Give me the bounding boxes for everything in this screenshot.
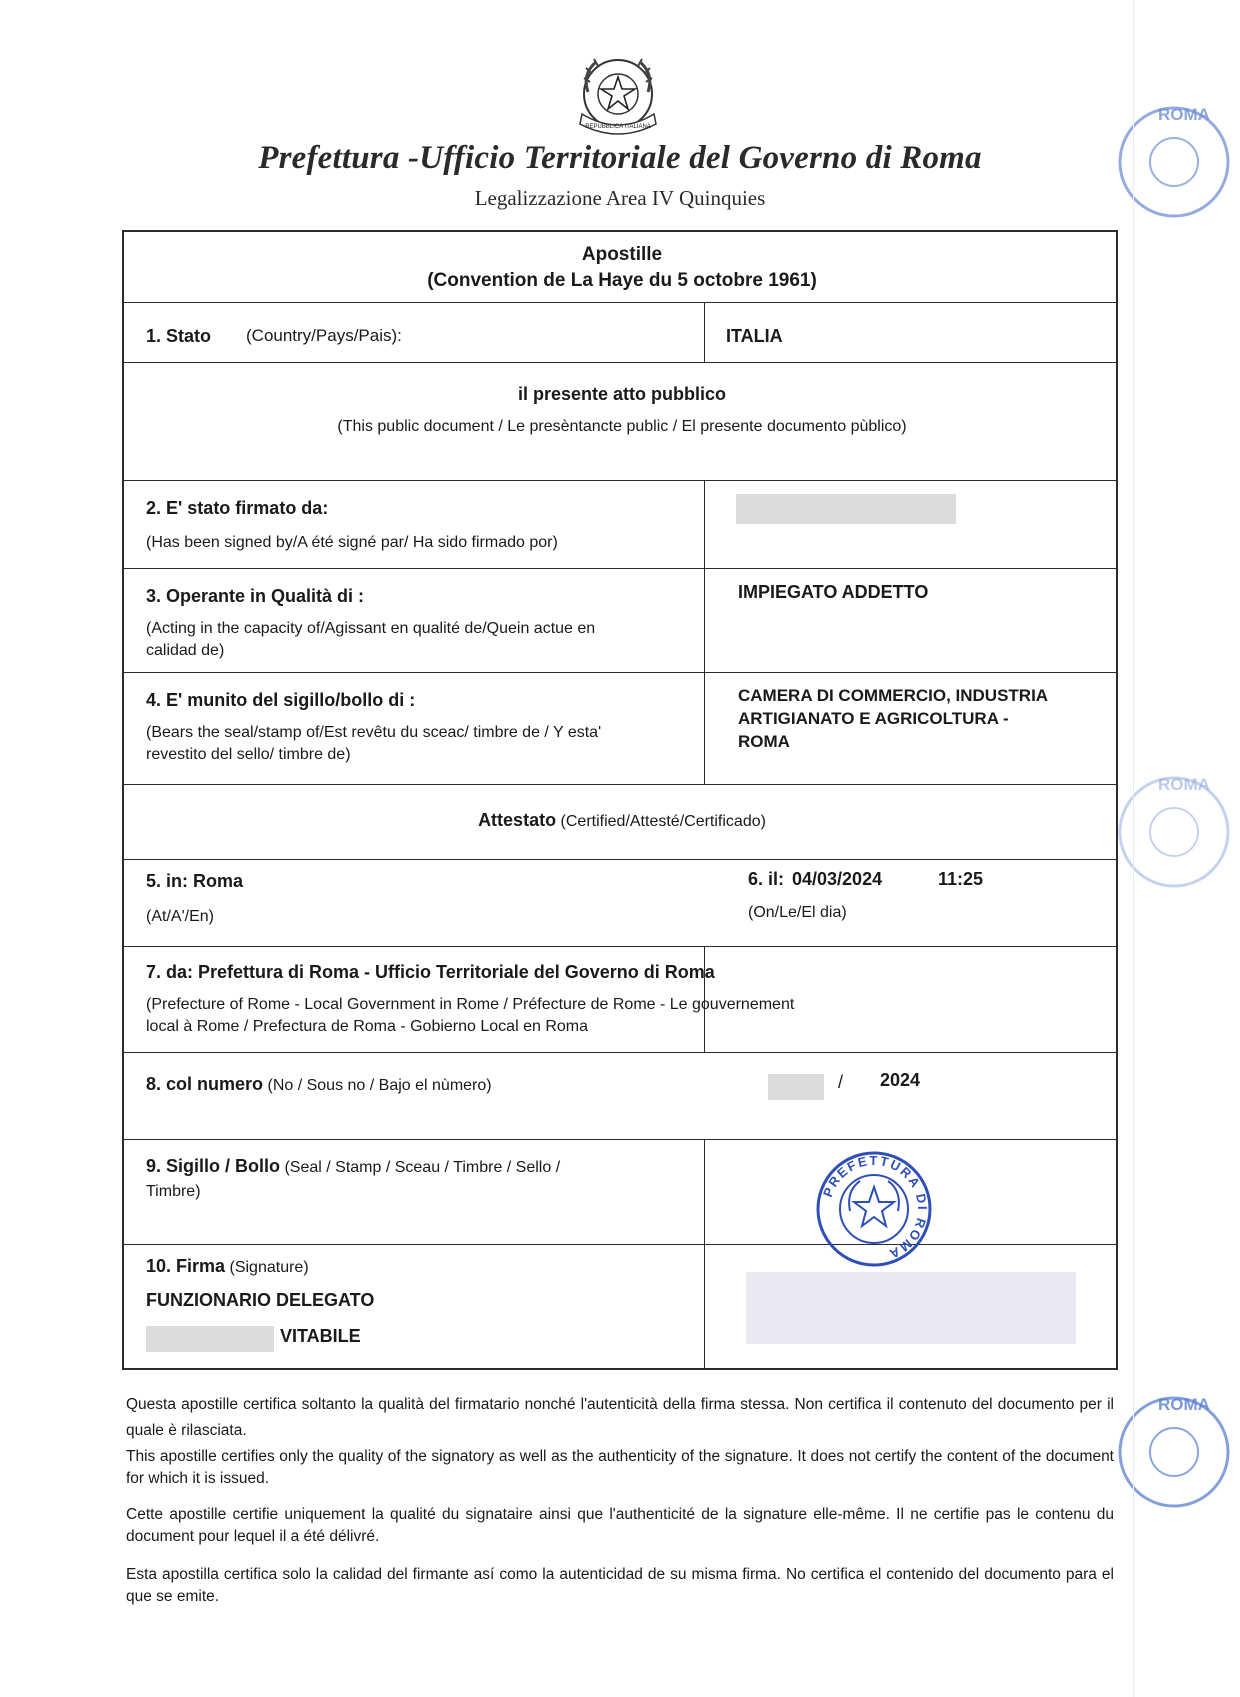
note-english: This apostille certifies only the quality of the signatory as well as the authenticity of the signature. It does not certify the content of the document for which it is issued. (126, 1448, 1114, 1487)
prefettura-seal-icon (814, 1149, 934, 1269)
page-edge-line (1133, 0, 1134, 1697)
field-8-year: 2024 (880, 1070, 921, 1090)
signer-role: FUNZIONARIO DELEGATO (146, 1290, 375, 1310)
field-4-translation: (Bears the seal/stamp of/Est revêtu du sceac/ timbre de / Y esta' revestito del sello/ timbre de) (146, 724, 602, 763)
side-stamp-icon (1112, 770, 1210, 896)
field-2-label: 2. E' stato firmato da: (146, 498, 329, 518)
redacted-signer-name (736, 494, 956, 524)
side-stamp-text: ROMA (1158, 105, 1210, 124)
field-5-label: 5. in: Roma (146, 871, 244, 891)
public-act-label: il presente atto pubblico (517, 384, 727, 404)
field-6-label: 6. il: (748, 869, 785, 889)
field-8-separator: / (838, 1072, 844, 1092)
redacted-number (768, 1074, 824, 1100)
field-4-label: 4. E' munito del sigillo/bollo di : (146, 690, 416, 710)
attestato-label: Attestato (478, 810, 557, 830)
field-8-row (146, 1074, 492, 1095)
apostille-table (122, 230, 1118, 1370)
field-3-label: 3. Operante in Qualità di : (146, 586, 365, 606)
page-subtitle: Legalizzazione Area IV Quinquies (474, 186, 766, 210)
attestato-translation: (Certified/Attesté/Certificado) (560, 813, 766, 830)
public-act-translation: (This public document / Le presèntancte public / El presente documento pùblico) (337, 418, 907, 435)
seal-text: PREFETTURA DI ROMA (819, 1152, 931, 1263)
field-4-value-line2: ARTIGIANATO E AGRICOLTURA - (738, 709, 1009, 728)
field-1-label: 1. Stato (146, 326, 212, 346)
redacted-first-name (146, 1326, 274, 1352)
emblem-ribbon-text: REPUBBLICA ITALIANA (585, 124, 651, 130)
field-6-translation: (On/Le/El dia) (748, 904, 847, 921)
field-10-row (146, 1256, 309, 1277)
field-1-translation: (Country/Pays/Pais): (246, 326, 402, 345)
field-3-value: IMPIEGATO ADDETTO (738, 582, 929, 602)
field-1-value: ITALIA (726, 326, 783, 346)
attestato-row (124, 810, 1120, 831)
field-8-translation: (No / Sous no / Bajo el nùmero) (267, 1077, 492, 1094)
field-7-translation-line2: local à Rome / Prefectura de Roma - Gobierno Local en Roma (146, 1018, 588, 1035)
field-5-translation: (At/A'/En) (146, 908, 214, 925)
note-french: Cette apostille certifie uniquement la qualité du signataire ainsi que l'authenticité de la signature elle-même. Il ne certifie pas le contenu du document pour lequel il a été délivré. (126, 1506, 1114, 1545)
field-7-translation-line1: (Prefecture of Rome - Local Government in Rome / Préfecture de Rome - Le gouvernement (146, 996, 795, 1013)
field-2-translation: (Has been signed by/A été signé par/ Ha sido firmado por) (146, 534, 558, 551)
field-7-label: 7. da: Prefettura di Roma - Ufficio Territoriale del Governo di Roma (146, 962, 715, 982)
redacted-signature (746, 1272, 1076, 1344)
field-8-label: 8. col numero (146, 1074, 264, 1094)
field-6-date: 04/03/2024 (792, 869, 883, 889)
side-stamp-text: ROMA (1158, 775, 1210, 794)
apostille-convention: (Convention de La Haye du 5 octobre 1961) (427, 270, 817, 291)
side-stamp-icon (1112, 1390, 1210, 1516)
field-3-translation: (Acting in the capacity of/Agissant en qualité de/Quein actue en calidad de) (146, 620, 596, 659)
field-4-value-line3: ROMA (738, 732, 790, 751)
field-9-row (146, 1154, 606, 1204)
signer-surname: VITABILE (280, 1326, 361, 1346)
apostille-heading: Apostille (581, 244, 663, 265)
field-10-translation: (Signature) (229, 1259, 309, 1276)
field-6-time: 11:25 (938, 869, 984, 889)
note-italian: Questa apostille certifica soltanto la qualità del firmatario nonché l'autenticità della firma stessa. Non certifica il contenuto del documento per il quale è rilasciata. (126, 1396, 1114, 1439)
field-9-label: 9. Sigillo / Bollo (146, 1156, 281, 1176)
italian-republic-emblem-icon (568, 52, 668, 144)
field-4-value-line1: CAMERA DI COMMERCIO, INDUSTRIA (738, 686, 1049, 705)
side-stamp-icon (1112, 100, 1210, 226)
side-stamp-text: ROMA (1158, 1395, 1210, 1414)
svg-text:PREFETTURA DI ROMA (820, 1153, 930, 1262)
field-10-label: 10. Firma (146, 1256, 226, 1276)
note-spanish: Esta apostilla certifica solo la calidad del firmante así como la autenticidad de su misma firma. No certifica el contenido del documento para el que se emite. (126, 1566, 1114, 1605)
field-9-translation: (Seal / Stamp / Sceau / Timbre / Sello / Timbre) (146, 1159, 561, 1200)
page-title: Prefettura -Ufficio Territoriale del Governo di Roma (258, 140, 982, 176)
